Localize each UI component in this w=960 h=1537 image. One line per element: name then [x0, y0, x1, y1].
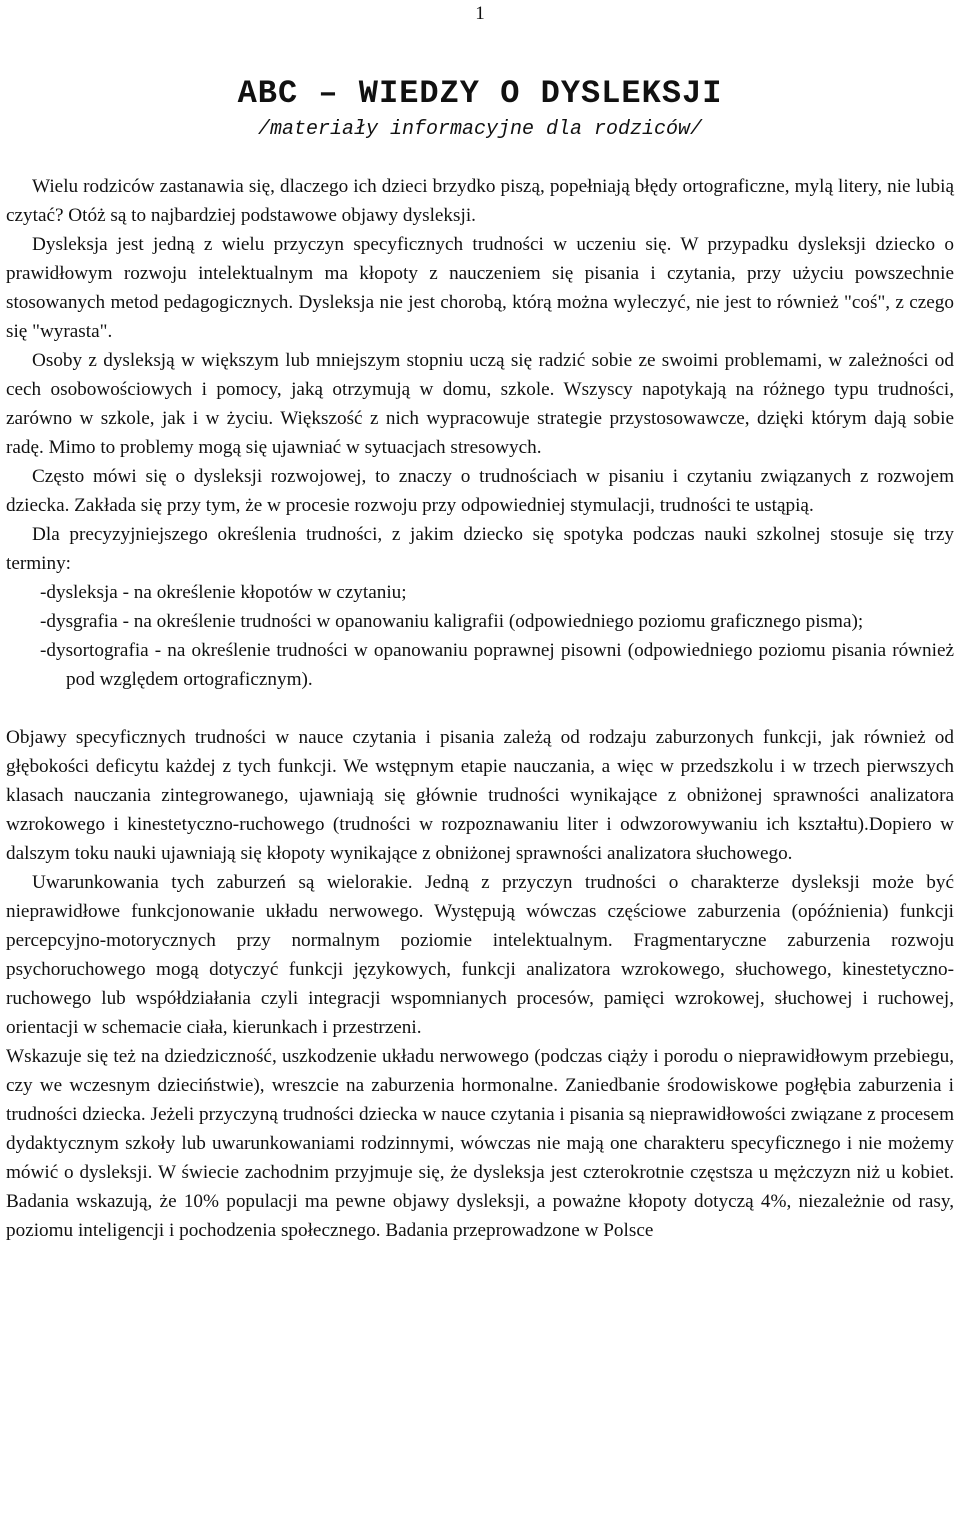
list-item: -dysleksja - na określenie kłopotów w czytaniu;	[40, 582, 407, 603]
paragraph-gap	[6, 694, 954, 723]
paragraph-intro: Wielu rodziców zastanawia się, dlaczego ich dzieci brzydko piszą, popełniają błędy ortograficzne, mylą litery, nie lubią czytać? Otóż są to najbardziej podstawowe objawy dysleksji.	[6, 176, 954, 226]
terms-list	[6, 578, 954, 694]
document-body	[6, 172, 954, 1245]
paragraph-symptoms: Objawy specyficznych trudności w nauce czytania i pisania zależą od rodzaju zaburzonych funkcji, jak również od głębokości deficytu każdej z tych funkcji. We wstępnym etapie nauczania, a więc w przedszkolu i w trzech pierwszych klasach nauczania zintegrowanego, ujawniają się głównie trudności wynikające z obniżonej sprawności analizatora wzrokowego i kinestetyczno-ruchowego (trudności w rozpoznawaniu liter i odwzorowywaniu ich kształtu).Dopiero w dalszym toku nauki ujawniają się kłopoty wynikające z obniżonej sprawności analizatora słuchowego.	[6, 727, 954, 864]
list-item: -dysgrafia - na określenie trudności w opanowaniu kaligrafii (odpowiedniego poziomu graficznego pisma);	[40, 611, 864, 632]
paragraph-definition: Dysleksja jest jedną z wielu przyczyn specyficznych trudności w uczeniu się. W przypadku dysleksji dziecko o prawidłowym rozwoju intelektualnym ma kłopoty z nauczeniem się pisania i czytania, przy użyciu powszechnie stosowanych metod pedagogicznych. Dysleksja nie jest chorobą, którą można wyleczyć, nie jest to również "coś", z czego się "wyrasta".	[6, 234, 954, 342]
paragraph-heredity: Wskazuje się też na dziedziczność, uszkodzenie układu nerwowego (podczas ciąży i porodu o nieprawidłowym przebiegu, czy we wczesnym dzieciństwie), wreszcie na zaburzenia hormonalne. Zaniedbanie środowiskowe pogłębia zaburzenia i trudności dziecka. Jeżeli przyczyną trudności dziecka w nauce czytania i pisania są nieprawidłowości związane z procesem dydaktycznym szkoły lub uwarunkowaniami rodzinnymi, wówczas nie mają one charakteru specyficznego i nie możemy mówić o dysleksji. W świecie zachodnim przyjmuje się, że dysleksja jest czterokrotnie częstsza u mężczyzn niż u kobiet. Badania wskazują, że 10% populacji ma pewne objawy dysleksji, a poważne kłopoty dotyczą 4%, niezależnie od rasy, poziomu inteligencji i pochodzenia społecznego. Badania przeprowadzone w Polsce	[6, 1046, 954, 1241]
paragraph-causes: Uwarunkowania tych zaburzeń są wielorakie. Jedną z przyczyn trudności o charakterze dysleksji może być nieprawidłowe funkcjonowanie układu nerwowego. Występują wówczas częściowe zaburzenia (opóźnienia) funkcji percepcyjno-motorycznych przy normalnym poziomie intelektualnym. Fragmentaryczne zaburzenia rozwoju psychoruchowego mogą dotyczyć funkcji językowych, funkcji analizatora wzrokowego, słuchowego, kinestetyczno-ruchowego lub współdziałania czyli integracji wspomnianych procesów, pamięci wzrokowej, słuchowej i ruchowej, orientacji w schemacie ciała, kierunkach i przestrzeni.	[6, 872, 954, 1038]
document-subtitle: /materiały informacyjne dla rodziców/	[257, 118, 703, 141]
list-item: -dysortografia - na określenie trudności w opanowaniu poprawnej pisowni (odpowiedniego poziomu pisania również pod względem ortograficznym).	[40, 640, 954, 690]
paragraph-terms-intro: Dla precyzyjniejszego określenia trudności, z jakim dziecko się spotyka podczas nauki szkolnej stosuje się trzy terminy:	[6, 524, 954, 574]
page-number: 1	[475, 3, 485, 24]
paragraph-coping: Osoby z dysleksją w większym lub mniejszym stopniu uczą się radzić sobie ze swoimi problemami, w zależności od cech osobowościowych i pomocy, jaką otrzymują w domu, szkole. Wszyscy napotykają na różnego typu trudności, zarówno w szkole, jak i w życiu. Większość z nich wypracowuje strategie przystosowawcze, dzięki którym dają sobie radę. Mimo to problemy mogą się ujawniać w sytuacjach stresowych.	[6, 350, 954, 458]
document-title: ABC – WIEDZY O DYSLEKSJI	[237, 75, 723, 112]
paragraph-developmental: Często mówi się o dysleksji rozwojowej, to znaczy o trudnościach w pisaniu i czytaniu związanych z rozwojem dziecka. Zakłada się przy tym, że w procesie rozwoju przy odpowiedniej stymulacji, trudności te ustąpią.	[6, 466, 954, 516]
